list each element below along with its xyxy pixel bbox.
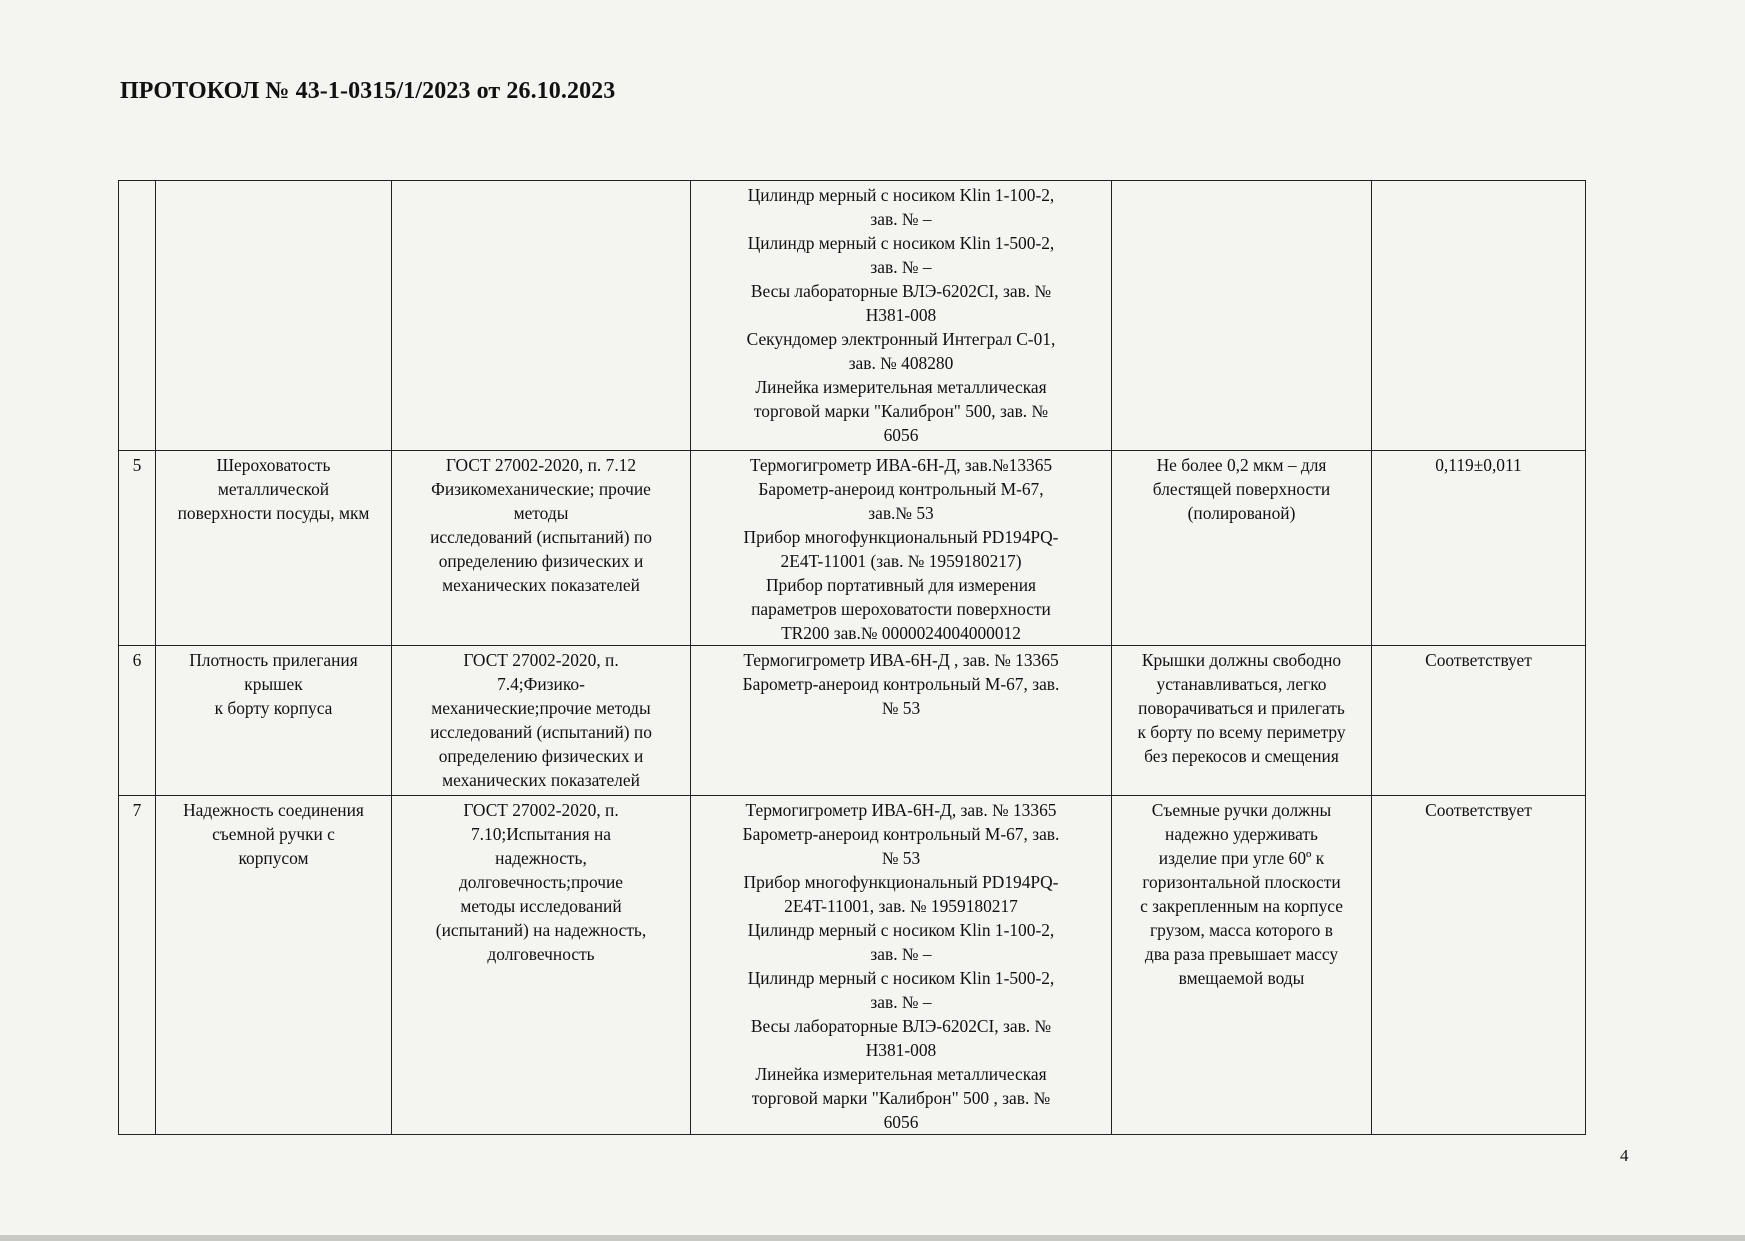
cell-line: механических показателей <box>442 770 640 790</box>
cell-result <box>1372 796 1586 1135</box>
cell-line: Термогигрометр ИВА-6Н-Д, зав. № 13365 <box>745 800 1057 820</box>
cell-line: долговечность <box>487 944 595 964</box>
cell-line: изделие при угле 60º к <box>1158 848 1325 868</box>
cell-line: зав. № – <box>870 944 932 964</box>
table-row <box>119 796 1586 1135</box>
cell-requirement <box>1112 646 1372 796</box>
cell-requirement <box>1112 796 1372 1135</box>
scan-edge <box>0 1235 1745 1241</box>
cell-characteristic <box>156 451 392 646</box>
cell-line: (полированой) <box>1187 503 1296 523</box>
page-title: ПРОТОКОЛ № 43-1-0315/1/2023 от 26.10.2023 <box>120 78 616 104</box>
cell-line: с закрепленным на корпусе <box>1140 896 1343 916</box>
cell-line: Весы лабораторные ВЛЭ-6202CI, зав. № <box>750 1016 1052 1036</box>
cell-line: Цилиндр мерный с носиком Klin 1-500-2, <box>747 968 1055 988</box>
cell-line: параметров шероховатости поверхности <box>751 599 1051 619</box>
cell-line: 2E4T-11001 (зав. № 1959180217) <box>780 551 1022 571</box>
cell-num: 7 <box>119 796 156 1135</box>
cell-line: блестящей поверхности <box>1152 479 1331 499</box>
cell-line: к борту по всему периметру <box>1137 722 1346 742</box>
cell-equipment <box>691 646 1112 796</box>
table-row <box>119 451 1586 646</box>
cell-num: 6 <box>119 646 156 796</box>
cell-line: Прибор многофункциональный PD194PQ- <box>743 527 1059 547</box>
cell-method <box>392 451 691 646</box>
cell-requirement <box>1112 451 1372 646</box>
page-number: 4 <box>1620 1146 1629 1165</box>
cell-characteristic <box>156 796 392 1135</box>
cell-line: Н381-008 <box>865 1040 937 1060</box>
cell-line: долговечность;прочие <box>458 872 624 892</box>
cell-line: вмещаемой воды <box>1178 968 1305 988</box>
cell-result <box>1372 451 1586 646</box>
cell-result <box>1372 181 1586 451</box>
cell-line: зав.№ 53 <box>868 503 934 523</box>
cell-line: TR200 зав.№ 0000024004000012 <box>781 623 1021 643</box>
cell-line: корпусом <box>238 848 309 868</box>
cell-line: Секундомер электронный Интеграл С-01, <box>746 329 1056 349</box>
cell-line: Прибор многофункциональный PD194PQ- <box>743 872 1059 892</box>
cell-line: методы исследований <box>460 896 622 916</box>
cell-line: определению физических и <box>438 551 644 571</box>
cell-line: Цилиндр мерный с носиком Klin 1-500-2, <box>747 233 1055 253</box>
cell-line: торговой марки "Калиброн" 500 , зав. № <box>751 1088 1051 1108</box>
cell-line: Цилиндр мерный с носиком Klin 1-100-2, <box>747 185 1055 205</box>
cell-line: ГОСТ 27002-2020, п. <box>463 650 619 670</box>
cell-line: надежность, <box>495 848 587 868</box>
cell-line: механические;прочие методы <box>431 698 651 718</box>
cell-line: ГОСТ 27002-2020, п. <box>463 800 619 820</box>
cell-characteristic <box>156 181 392 451</box>
cell-line: надежно удерживать <box>1165 824 1318 844</box>
cell-line: Надежность соединения <box>183 800 364 820</box>
cell-line: 7.4;Физико- <box>497 674 585 694</box>
cell-line: 6056 <box>883 425 919 445</box>
cell-line: Физикомеханические; прочие <box>431 479 651 499</box>
cell-line: два раза превышает массу <box>1144 944 1339 964</box>
cell-line: Плотность прилегания <box>189 650 358 670</box>
cell-line: 2E4T-11001, зав. № 1959180217 <box>784 896 1018 916</box>
cell-line: исследований (испытаний) по <box>430 722 652 742</box>
cell-line: зав. № – <box>870 257 932 277</box>
cell-line: методы <box>513 503 569 523</box>
cell-num <box>119 181 156 451</box>
cell-line: к борту корпуса <box>214 698 333 718</box>
cell-line: Барометр-анероид контрольный М-67, зав. <box>742 674 1060 694</box>
cell-line: № 53 <box>881 848 921 868</box>
cell-method <box>392 646 691 796</box>
cell-method <box>392 181 691 451</box>
cell-line: поверхности посуды, мкм <box>177 503 370 523</box>
cell-equipment <box>691 181 1112 451</box>
cell-line: торговой марки "Калиброн" 500, зав. № <box>753 401 1049 421</box>
cell-line: грузом, масса которого в <box>1150 920 1333 940</box>
cell-line: Барометр-анероид контрольный М-67, зав. <box>742 824 1060 844</box>
cell-line: определению физических и <box>438 746 644 766</box>
cell-equipment <box>691 451 1112 646</box>
cell-line: горизонтальной плоскости <box>1142 872 1341 892</box>
cell-line: Крышки должны свободно <box>1141 650 1342 670</box>
protocol-table <box>118 180 1586 1135</box>
cell-line: Прибор портативный для измерения <box>765 575 1036 595</box>
cell-line: (испытаний) на надежность, <box>435 920 647 940</box>
cell-line: поворачиваться и прилегать <box>1138 698 1345 718</box>
cell-line: Съемные ручки должны <box>1151 800 1332 820</box>
cell-line: крышек <box>244 674 303 694</box>
cell-line: Соответствует <box>1425 800 1532 820</box>
cell-line: исследований (испытаний) по <box>430 527 652 547</box>
cell-line: Термогигрометр ИВА-6Н-Д , зав. № 13365 <box>743 650 1059 670</box>
cell-line: 6056 <box>883 1112 919 1132</box>
cell-line: № 53 <box>881 698 921 718</box>
table-row-continuation <box>119 181 1586 451</box>
cell-line: ГОСТ 27002-2020, п. 7.12 <box>445 455 637 475</box>
cell-line: зав. № – <box>870 209 932 229</box>
cell-equipment <box>691 796 1112 1135</box>
cell-requirement <box>1112 181 1372 451</box>
cell-line: Весы лабораторные ВЛЭ-6202CI, зав. № <box>750 281 1052 301</box>
cell-num: 5 <box>119 451 156 646</box>
cell-method <box>392 796 691 1135</box>
cell-line: Шероховатость <box>216 455 331 475</box>
cell-line: Линейка измерительная металлическая <box>755 377 1047 397</box>
cell-line: металлической <box>217 479 330 499</box>
cell-line: Соответствует <box>1425 650 1532 670</box>
cell-line: 7.10;Испытания на <box>470 824 612 844</box>
cell-line: устанавливаться, легко <box>1156 674 1327 694</box>
cell-line: Цилиндр мерный с носиком Klin 1-100-2, <box>747 920 1055 940</box>
cell-line: съемной ручки с <box>212 824 335 844</box>
cell-line: зав. № – <box>870 992 932 1012</box>
table-row <box>119 646 1586 796</box>
cell-characteristic <box>156 646 392 796</box>
cell-line: 0,119±0,011 <box>1435 455 1522 475</box>
cell-line: Линейка измерительная металлическая <box>755 1064 1047 1084</box>
cell-line: Н381-008 <box>865 305 937 325</box>
cell-line: механических показателей <box>442 575 640 595</box>
cell-line: без перекосов и смещения <box>1144 746 1339 766</box>
cell-line: Термогигрометр ИВА-6Н-Д, зав.№13365 <box>749 455 1053 475</box>
cell-line: Не более 0,2 мкм – для <box>1156 455 1327 475</box>
cell-result <box>1372 646 1586 796</box>
cell-line: зав. № 408280 <box>848 353 954 373</box>
cell-line: Барометр-анероид контрольный М-67, <box>758 479 1044 499</box>
